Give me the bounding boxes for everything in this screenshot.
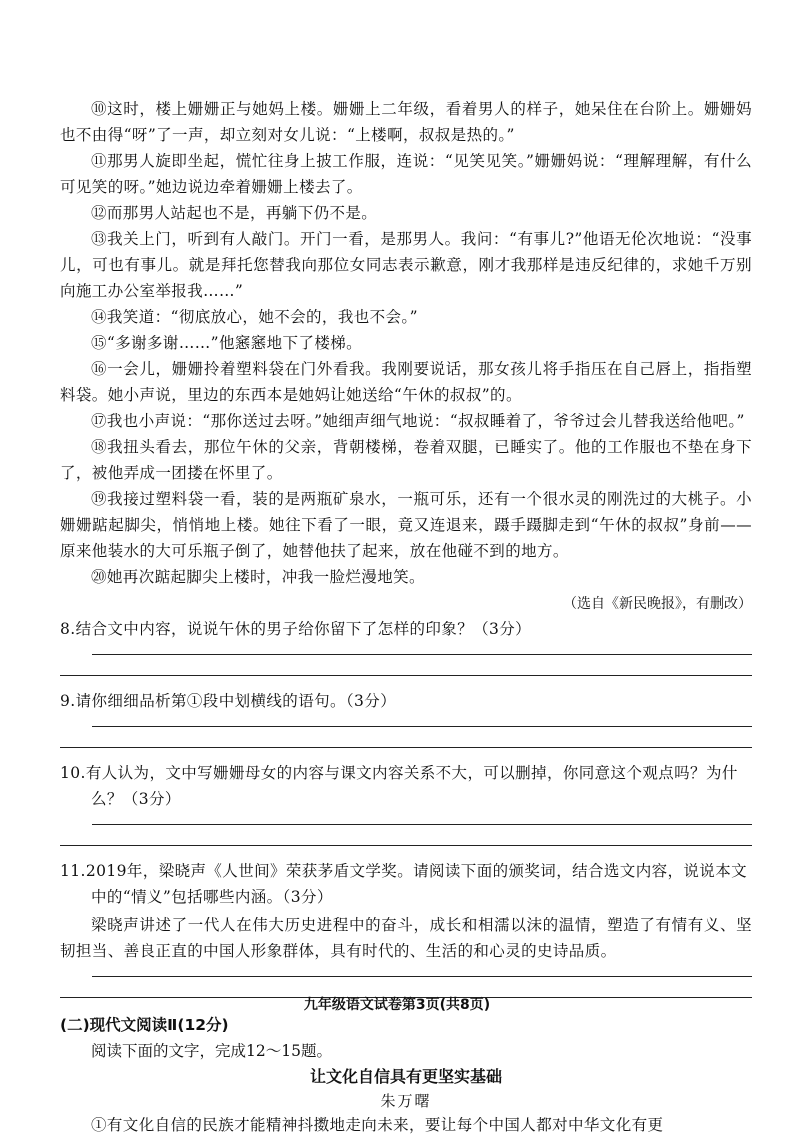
- paragraph-17: ⑰我也小声说：“那你送过去呀。”她细声细气地说：“叔叔睡着了，爷爷过会儿替我送给他吧。”: [91, 412, 745, 430]
- answer-line[interactable]: [92, 976, 752, 977]
- answer-line[interactable]: [92, 654, 752, 655]
- paragraph-14: ⑭我笑道：“彻底放心，她不会的，我也不会。”: [91, 308, 418, 326]
- article-title: 让文化自信具有更坚实基础: [309, 1067, 502, 1086]
- paragraph-16: ⑯一会儿，姗姗拎着塑料袋在门外看我。我刚要说话，那女孩儿将手指压在自己唇上，指指塑料袋。她小声说，里边的东西本是她妈让她送给“午休的叔叔”的。: [60, 360, 752, 404]
- paragraph-18: ⑱我扭头看去，那位午休的父亲，背朝楼梯，卷着双腿，已睡实了。他的工作服也不垫在身下了，被他弄成一团搂在怀里了。: [60, 438, 752, 482]
- paragraph-10: ⑩这时，楼上姗姗正与她妈上楼。姗姗上二年级，看着男人的样子，她呆住在台阶上。姗姗妈也不由得“呀”了一声，却立刻对女儿说：“上楼啊，叔叔是热的。”: [60, 100, 752, 144]
- question-8: 8.结合文中内容，说说午休的男子给你留下了怎样的印象？（3分）: [60, 620, 532, 638]
- article-paragraph-1: ①有文化自信的民族才能精神抖擞地走向未来，要让每个中国人都对中华文化有更: [91, 1116, 664, 1134]
- reading-instruction: 阅读下面的文字，完成12～15题。: [91, 1042, 332, 1060]
- question-9: 9.请你细细品析第①段中划横线的语句。（3分）: [60, 692, 397, 710]
- answer-line[interactable]: [60, 675, 752, 676]
- paragraph-13: ⑬我关上门，听到有人敲门。开门一看，是那男人。我问：“有事儿?”他语无伦次地说：“没事儿，可也有事儿。就是拜托您替我向那位女同志表示歉意，刚才我那样是违反纪律的，求她千万别向施工办公室举报我……”: [60, 230, 752, 300]
- question-10: 10.有人认为，文中写姗姗母女的内容与课文内容关系不大，可以删掉，你同意这个观点吗？为什么？（3分）: [60, 764, 738, 808]
- section-heading: (二)现代文阅读Ⅱ(12分): [60, 1016, 229, 1034]
- page-footer: 九年级语文试卷第3页(共8页): [303, 997, 491, 1013]
- paragraph-11: ⑪那男人旋即坐起，慌忙往身上披工作服，连说：“见笑见笑。”姗姗妈说：“理解理解，有什么可见笑的呀。”她边说边牵着姗姗上楼去了。: [60, 152, 752, 196]
- paragraph-20: ⑳她再次踮起脚尖上楼时，冲我一脸烂漫地笑。: [91, 568, 425, 586]
- question-11: 11.2019年，梁晓声《人世间》荣获茅盾文学奖。请阅读下面的颁奖词，结合选文内容，说说本文中的“情义”包括哪些内涵。（3分）: [60, 862, 747, 906]
- paragraph-19: ⑲我接过塑料袋一看，装的是两瓶矿泉水，一瓶可乐，还有一个很水灵的刚洗过的大桃子。小姗姗踮起脚尖，悄悄地上楼。她往下看了一眼，竟又连退来，蹑手蹑脚走到“午休的叔叔”身前——原来他装水的大可乐瓶子倒了，她替他扶了起来，放在他碰不到的地方。: [60, 490, 752, 560]
- article-author: 朱万曙: [380, 1092, 432, 1110]
- answer-line[interactable]: [60, 747, 752, 748]
- page-content: [60, 96, 752, 1138]
- answer-line[interactable]: [92, 824, 752, 825]
- answer-line[interactable]: [92, 726, 752, 727]
- answer-line[interactable]: [60, 845, 752, 846]
- paragraph-12: ⑫而那男人站起也不是，再躺下仍不是。: [91, 204, 378, 222]
- paragraph-15: ⑮“多谢多谢……”他窸窸地下了楼梯。: [91, 334, 363, 352]
- source-citation: （选自《新民晚报》，有删改）: [563, 596, 752, 612]
- award-quote: 梁晓声讲述了一代人在伟大历史进程中的奋斗，成长和相濡以沫的温情，塑造了有情有义、坚韧担当、善良正直的中国人形象群体，具有时代的、生活的和心灵的史诗品质。: [60, 916, 752, 960]
